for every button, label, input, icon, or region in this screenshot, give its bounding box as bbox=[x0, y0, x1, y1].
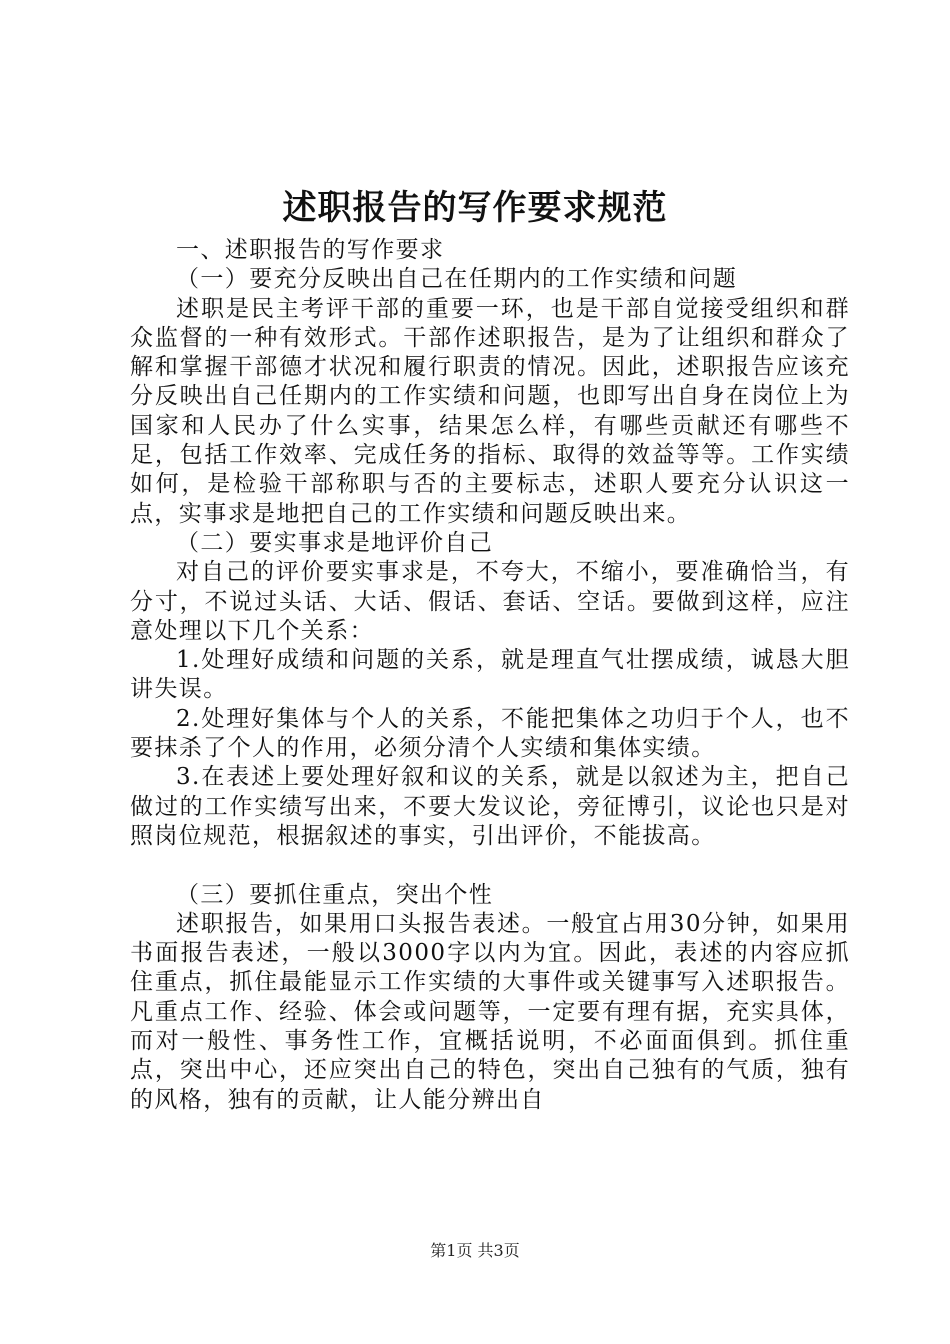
section-heading: 一、述职报告的写作要求 bbox=[176, 237, 445, 263]
body-paragraph: 述职是民主考评干部的重要一环，也是干部自觉接受组织和群众监督的一种有效形式。干部作述职报告，是为了让组织和群众了解和掌握干部德才状况和履行职责的情况。因此，述职报告应该充分反映出自己任期内的工作实绩和问题，也即写出自身在岗位上为国家和人民办了什么实事，结果怎么样，有哪些贡献还有哪些不足，包括工作效率、完成任务的指标、取得的效益等等。工作实绩如何，是检验干部称职与否的主要标志，述职人要充分认识这一点，实事求是地把自己的工作实绩和问题反映出来。 bbox=[130, 295, 850, 527]
subsection-heading: （一）要充分反映出自己在任期内的工作实绩和问题 bbox=[176, 266, 738, 293]
list-item: 3.在表述上要处理好叙和议的关系，就是以叙述为主，把自己做过的工作实绩写出来，不要大发议论，旁征博引，议论也只是对照岗位规范，根据叙述的事实，引出评价，不能拔高。 bbox=[130, 764, 850, 849]
subsection-heading: （三）要抓住重点，突出个性 bbox=[176, 881, 494, 908]
list-item: 1.处理好成绩和问题的关系，就是理直气壮摆成绩，诚恳大胆讲失误。 bbox=[130, 647, 850, 703]
body-paragraph: 述职报告，如果用口头报告表述。一般宜占用30分钟，如果用书面报告表述，一般以3000字以内为宜。因此，表述的内容应抓住重点，抓住最能显示工作实绩的大事件或关键事写入述职报告。凡重点工作、经验、体会或问题等，一定要有理有据，充实具体，而对一般性、事务性工作，宜概括说明，不必面面俱到。抓住重点，突出中心，还应突出自己的特色，突出自己独有的气质，独有的风格，独有的贡献，让人能分辨出自 bbox=[130, 910, 850, 1113]
body-paragraph: 对自己的评价要实事求是，不夸大，不缩小，要准确恰当，有分寸，不说过头话、大话、假话、套话、空话。要做到这样，应注意处理以下几个关系： bbox=[130, 559, 850, 644]
document-body bbox=[130, 236, 850, 1115]
subsection-heading: （二）要实事求是地评价自己 bbox=[176, 529, 494, 556]
document-title: 述职报告的写作要求规范 bbox=[282, 188, 668, 228]
page-footer: 第1页 共3页 bbox=[430, 1241, 520, 1260]
list-item: 2.处理好集体与个人的关系，不能把集体之功归于个人，也不要抹杀了个人的作用，必须分清个人实绩和集体实绩。 bbox=[130, 705, 850, 762]
blank-line bbox=[130, 851, 850, 880]
